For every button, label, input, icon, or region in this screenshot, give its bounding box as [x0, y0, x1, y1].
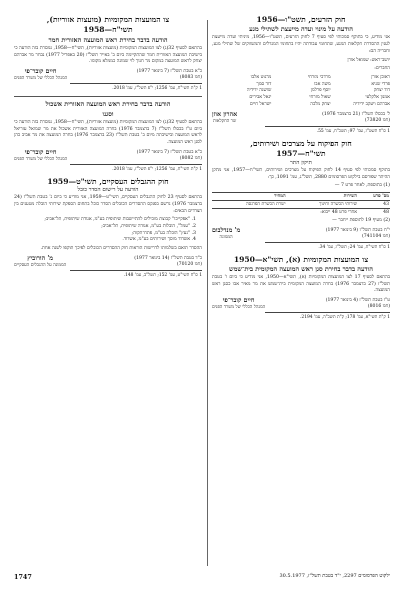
member-name: מרדכי מזרחי	[307, 74, 331, 80]
list-item: 2. "עמל", הובלות בע"מ, אגודה שיתופית, תל־אביב;	[101, 223, 196, 229]
footnote: 1 ס"ח תשט"ו, עמ' 97; תשכ"ח, עמ' 55.	[265, 126, 390, 134]
notice-subtitle: הודעה בדבר בחירת סגן ראש המועצה המקומית בית־שמש	[229, 265, 373, 274]
notice-title: חוק הפיקוח על מצרכים ושירותים,	[250, 138, 352, 148]
notice-title: צו המועצות המקומיות (א), תשי"א—1950	[233, 254, 369, 264]
notice-restrictive-trade	[14, 177, 202, 278]
notice-body: בתוקף סמכותי לפי סעיף 14 לחוק הפיקוח על מצרכים ושירותים, תשי"ח—1957, אני מתקן ההיתר שפורסם בילקוט הפרסומים 2880, תשל"ג, עמ' 1091, כך:	[212, 167, 390, 180]
notice-subtitle: תיקון התר	[290, 159, 312, 166]
member-name: מרגוט אלבו	[250, 74, 272, 80]
member-name: יצחק מלכה	[310, 102, 331, 108]
notice-regional-council-eshkol	[14, 100, 202, 172]
signature-block	[14, 149, 202, 162]
amendment-item: (1) בתוספת, לאחר פרט 7 —	[334, 183, 390, 189]
table-cell: 48	[358, 208, 390, 216]
signatory	[14, 255, 66, 268]
notice-title-line2: תשי"ח—1957	[276, 149, 326, 159]
right-column	[212, 14, 390, 325]
member-name: דוד סמך	[256, 81, 272, 87]
left-column	[14, 14, 202, 283]
date: ט"ו בטבת תשל"ז (4 בינואר 1977)	[325, 298, 390, 304]
member-name: יוסף פרלמן	[310, 88, 331, 94]
issue-line: ילקוט הפרסומים 2297, י"ד בטבת תשל"ז, 30.5.1977	[279, 573, 390, 579]
signatory-name: מ' מנדלבום	[212, 226, 241, 234]
signatory	[14, 68, 67, 81]
page-footer	[14, 573, 390, 581]
reference: (חמ 8082)	[179, 155, 202, 161]
footnote: 1 ק"ת תשי"א, עמ' 178; ק"ת תשכ"ה, עמ' 2194.	[265, 312, 390, 320]
date: י"ח בטבת תשל"ז (9 בינואר 1977)	[325, 227, 390, 233]
notice-body: בהתאם לסעיף 23 לחוק ההגבלים העסקיים, תשי"ט—1959, אני מודיע כי ביום ג' בטבת תשל"ז (24 בדצמבר 1976) נרשם בפנקס ההסדרים הכובלים הסדר כובל בתחום הספקת שירותי הובלה מטענים בין הצדדים הבאים:	[14, 195, 202, 214]
notice-title: צו המועצות המקומיות (מועצות אזוריות),	[46, 15, 170, 24]
signature-block	[212, 111, 390, 124]
member-name: פרדי שגיא	[371, 81, 390, 87]
reference: (חמ 70120)	[176, 261, 202, 267]
notice-body: בהתאם לסעיף 32(ג) לצו המועצות המקומיות (מועצות אזוריות), תשי"ח—1958, נמסרת בזה הודעה כי בישיבת המועצה האזורית חמר שהתקיימה ביום ב' באייר תשל"ז (20 באפריל 1977) נבחר מר אברהם יצחק לראש המועצה במקום מר חנוך לוי שמונה כממלא מקומו.	[14, 45, 203, 65]
date-block	[326, 297, 390, 309]
reference: (חמ 741104)	[361, 233, 390, 239]
notice-subtitle: הודעה על מינוי ועדה מייעצת לשתילי מגע	[249, 25, 353, 34]
table-cell: ישרת הכשרת הפרנסה	[212, 200, 287, 208]
committee-chair: יושב־ראש: שמואל אורן	[347, 57, 390, 63]
date-block	[137, 149, 202, 161]
date: כ"ד בטבת תשל"ז (14 בינואר 1977)	[134, 255, 202, 261]
notice-regional-council-hefer	[14, 15, 202, 91]
amendment-table	[212, 192, 390, 216]
notice-body: בהתאם לסעיף 32(ג) לצו המועצות המקומיות (מועצות אזוריות), תשי"ח—1958, נמסרת בזה הודעה כי ביום ט"ו בכסלו תשל"ז (7 בדצמבר 1976) בחרה המועצה האזורית אשכול את מר שמואל עזריאל לראש המועצה ובישיבתה מיום ב' בטבת תשל"ז (23 בדצמבר 1976) בחרה המועצה את מר אביב כהן לסגן ראש המועצה.	[14, 119, 203, 145]
date-block	[137, 68, 202, 80]
reference: (חמ 8016)	[367, 304, 390, 310]
notice-title: חוק ההגבלים העסקיים, תשי"ט—1959	[47, 176, 169, 186]
member-name: אברהם ויעקב ידידיה	[353, 102, 390, 108]
member-name: משה אבו	[314, 81, 331, 87]
signatory-name: אהרון אוזן	[212, 110, 238, 118]
date-block	[134, 255, 202, 267]
signature-block	[14, 68, 202, 81]
table-row	[212, 208, 390, 216]
notice-body: אני מודיע, כי בתוקף סמכותי לפי סעיף 7 לחוק הזרעים, תשט"ו—1956, מיניתי ועדה מייעצת לענין ההסדרת חקלאות המגע, שתחומי עבודתה יהיו בתחומי המגדלים והמשווקים של שתילי מגע, וחבריה הם:	[212, 35, 390, 54]
date: ל' בכסלו תשל"ז (21 בדצמבר 1976)	[322, 111, 390, 117]
notice-body: בהתאם לסעיף 17 לצו המועצות המקומיות (א), תשי"א—1950, אני מודיע כי ביום ו' בטבת תשל"ז (27 בדצמבר 1976) בחרה המועצה המקומית בית־שמש את מר מאיר אבו כסגן ראש המועצה.	[212, 275, 390, 294]
signatory-name: חיים קובר־פי	[24, 148, 57, 156]
signatory-title: המנהל הכללי של משרד הפנים	[14, 75, 68, 81]
footnote: 1 ס"ח תשי"ט, עמ' 152; תשל"ב, עמ' 148.	[70, 270, 202, 278]
signatory-name: חיים קובר־פי	[222, 297, 255, 305]
table-header: השירות	[287, 192, 358, 200]
signatory-name: מ' הורוביץ	[27, 254, 54, 262]
date-block	[326, 227, 390, 239]
list-item: 4. אשדוד מוסך ושירותים בע"מ, אשדוד.	[122, 237, 196, 243]
signatory	[14, 149, 67, 162]
signatory-title: הממונה על ההגבלים העסקיים	[14, 262, 67, 268]
date: כ"א בטבת תשל"ז (7 בינואר 1977)	[136, 68, 202, 74]
footnote: 1 ס"ח תשי"ח, עמ' 24; תשל"ו, עמ' 34.	[265, 242, 390, 250]
notice-local-council	[212, 255, 390, 321]
signature-block	[212, 227, 390, 240]
signatory	[212, 227, 240, 240]
notice-title-line2: תשי"ח—1958	[83, 25, 133, 35]
members-label: החברים:	[374, 66, 390, 72]
member-name: אמנון אלקלעי	[365, 95, 390, 101]
notice-subtitle: הודעה על רישום הסדר כובל	[77, 187, 139, 194]
member-name: ראובן אורן	[371, 74, 390, 80]
members-list	[212, 75, 390, 109]
member-name: יגאל אבירים	[249, 95, 272, 101]
notice-subtitle: הודעה בדבר בחירת ראש המועצה האזורית חמר	[48, 35, 168, 44]
column-divider	[207, 20, 208, 566]
amendment-item: (2) מעיף 19 לתוספת ייחבר —	[332, 217, 390, 223]
signature-block	[212, 297, 390, 310]
table-cell	[212, 208, 287, 216]
date-block	[322, 111, 390, 123]
notice-seeds-law	[212, 15, 390, 134]
notice-title: הודעה בדבר בחירת ראש המועצה האזורית אשכול	[45, 99, 171, 108]
footnote: 1 ק"ת תשי"ח, עמ' 1256; י"פ תשל"ז, עמ' 2018.	[70, 164, 202, 172]
list-item: 1. "אפקייבו" קבוצת מובילים להתיישבות שיתופית בע"מ, אגודת שיתופית, תל־אביב;	[44, 217, 196, 223]
table-cell: שירותי הכשרה וחינוך	[287, 200, 358, 208]
reference: (חמ 73820)	[364, 117, 390, 123]
member-name: ישראל חיים	[249, 102, 272, 108]
footnote: 1 ק"ת תשי"ח, עמ' 1256; י"פ תשל"ז, עמ' 2018.	[70, 83, 202, 91]
notice-body-continued: ההסדר תואם בשלמותו לדרישות הוראות חוק ההסדרים הכובלים לפיכך תוקפו לשנה אחת.	[40, 245, 202, 251]
notice-title-line2: וסגנו	[102, 109, 114, 118]
member-name: שושנה ידידיה	[246, 88, 272, 94]
signatory-title: הממונה	[219, 234, 233, 240]
table-cell: אחרי פרט 48 ייבוא:	[287, 208, 358, 216]
signatory-name: חיים קובר־פי	[24, 67, 57, 75]
table-row	[212, 200, 390, 208]
signature-block	[14, 255, 202, 268]
signatory	[212, 297, 265, 310]
member-name: דוד יצחק	[373, 88, 390, 94]
table-header: המחיר	[212, 192, 287, 200]
signatory-title: המנהל הכללי של משרד הפנים	[212, 305, 266, 311]
page-number: 1747	[14, 573, 32, 581]
signatory-title: שר החקלאות	[212, 118, 237, 124]
reference: (חמ 8083)	[179, 74, 202, 80]
member-name: שאול מזרחי	[309, 95, 331, 101]
table-cell: 43	[358, 200, 390, 208]
table-header: מס' פרט	[358, 192, 390, 200]
parties-list	[14, 217, 202, 244]
notice-title: חוק הזרעים, תשט"ו—1956	[256, 15, 346, 24]
list-item: 3. "נעץ" הובלה בע"מ, פתח־תקוה;	[131, 230, 196, 236]
date: כ"א בטבת תשל"ז (7 בינואר 1977)	[136, 149, 202, 155]
signatory	[212, 111, 237, 124]
notice-price-control	[212, 139, 390, 250]
section-separator	[14, 96, 202, 97]
signatory-title: המנהל הכללי של משרד הפנים	[14, 156, 68, 162]
